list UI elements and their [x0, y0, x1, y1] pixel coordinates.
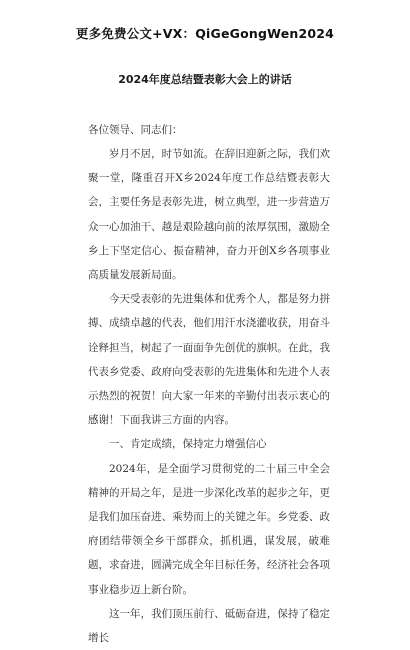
paragraph: 岁月不居，时节如流。在辞旧迎新之际，我们欢聚一堂，隆重召开X乡2024年度工作总结暨表彰大会，主要任务是表彰先进，树立典型，进一步营造万众一心加油干、越是艰险越向前的浓厚氛围，激励全乡上下坚定信心、振奋精神，奋力开创X乡各项事业高质量发展新局面。: [88, 148, 330, 282]
section-heading: 一、肯定成绩，保持定力增强信心: [109, 438, 267, 451]
paragraph: 今天受表彰的先进集体和优秀个人，都是努力拼搏、成绩卓越的代表，他们用汗水浇灌收获，用奋斗诠释担当，树起了一面面争先创优的旗帜。在此，我代表乡党委、政府向受表彰的先进集体和先进个人表示热烈的祝贺！向大家一年来的辛勤付出表示衷心的感谢！下面我讲三方面的内容。: [88, 293, 330, 427]
watermark-header: 更多免费公文+VX：QiGeGongWen2024: [75, 26, 335, 41]
salutation: 各位领导、同志们：: [88, 124, 183, 136]
document-title: 2024年度总结暨表彰大会上的讲话: [118, 73, 292, 86]
paragraph: 这一年，我们顶压前行、砥砺奋进，保持了稳定增长: [88, 607, 330, 645]
paragraph: 2024年，是全面学习贯彻党的二十届三中全会精神的开局之年，是进一步深化改革的起步之年，更是我们加压奋进、乘势而上的关键之年。乡党委、政府团结带领全乡干部群众，抓机遇，谋发展，破难题，求奋进，圆满完成全年目标任务，经济社会各项事业稳步迈上新台阶。: [88, 462, 330, 596]
document-body: [88, 142, 330, 650]
